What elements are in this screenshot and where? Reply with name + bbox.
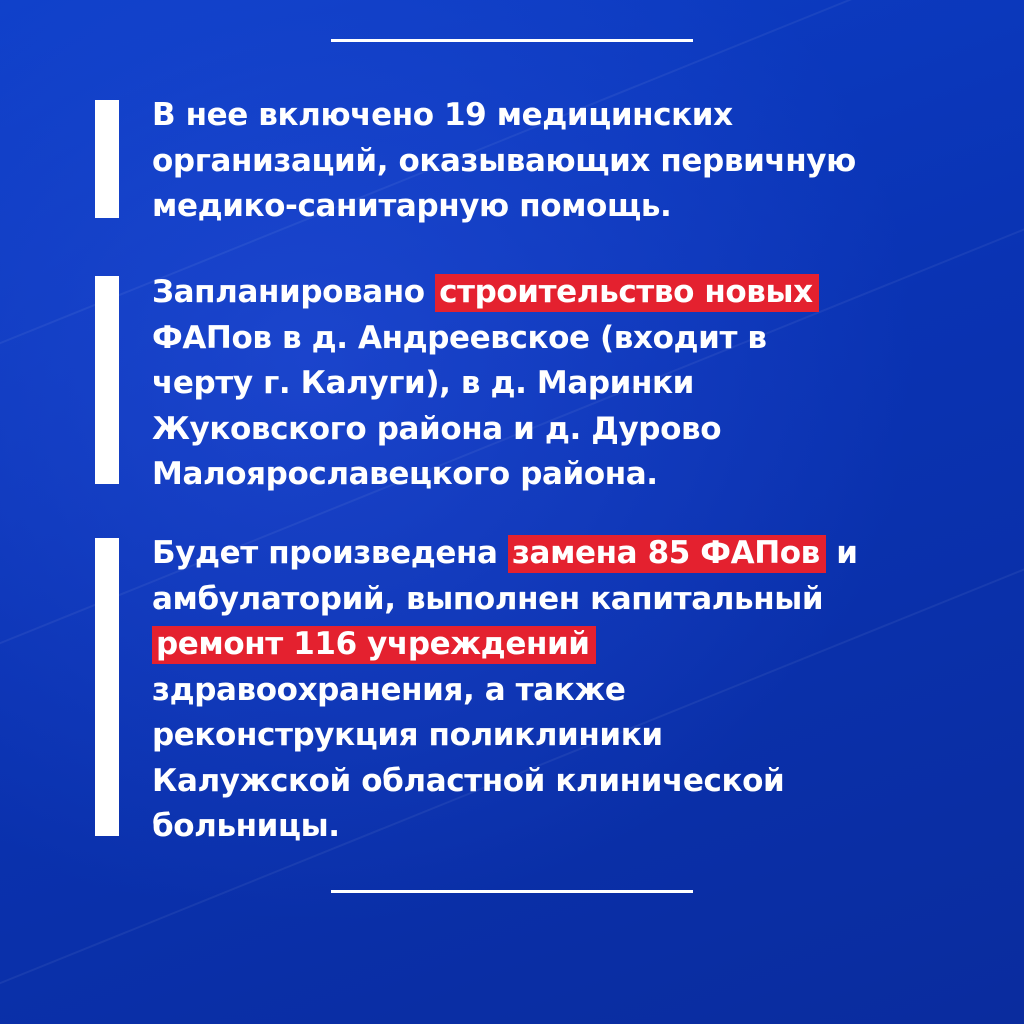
block3-line1-tail: и: [825, 535, 858, 571]
block1-line: медико-санитарную помощь.: [152, 188, 672, 224]
block3-line: реконструкция поликлиники: [152, 717, 663, 753]
block3-line: [152, 622, 992, 668]
block3-accent-bar: [95, 538, 119, 836]
block1-accent-bar: [95, 100, 119, 218]
block3-line: больницы.: [152, 808, 340, 844]
block2-line: [152, 270, 992, 316]
block2-line1-text: Запланировано: [152, 274, 436, 310]
block2-line: Жуковского района и д. Дурово: [152, 410, 722, 447]
block3-line: Калужской областной клинической: [152, 762, 785, 799]
block1-text: [152, 93, 992, 230]
block3-line: здравоохранения, а также: [152, 671, 626, 708]
block3-highlight-replacement: замена 85 ФАПов: [508, 535, 826, 573]
block1-line: В нее включено 19 медицинских: [152, 97, 733, 133]
block3-line: [152, 531, 992, 577]
bottom-divider: [331, 890, 693, 893]
block2-accent-bar: [95, 276, 119, 484]
top-divider: [331, 39, 693, 42]
block2-line: Малоярославецкого района.: [152, 456, 658, 492]
block3-text: [152, 531, 992, 850]
block2-text: [152, 270, 992, 498]
block2-line: черту г. Калуги), в д. Маринки: [152, 365, 694, 401]
block1-line: организаций, оказывающих первичную: [152, 142, 856, 179]
block3-line: амбулаторий, выполнен капитальный: [152, 580, 824, 617]
block3-line1-text: Будет произведена: [152, 535, 508, 571]
block2-highlight: строительство новых: [435, 274, 819, 312]
block2-line: ФАПов в д. Андреевское (входит в: [152, 319, 767, 356]
block3-highlight-repair: ремонт 116 учреждений: [152, 626, 596, 664]
